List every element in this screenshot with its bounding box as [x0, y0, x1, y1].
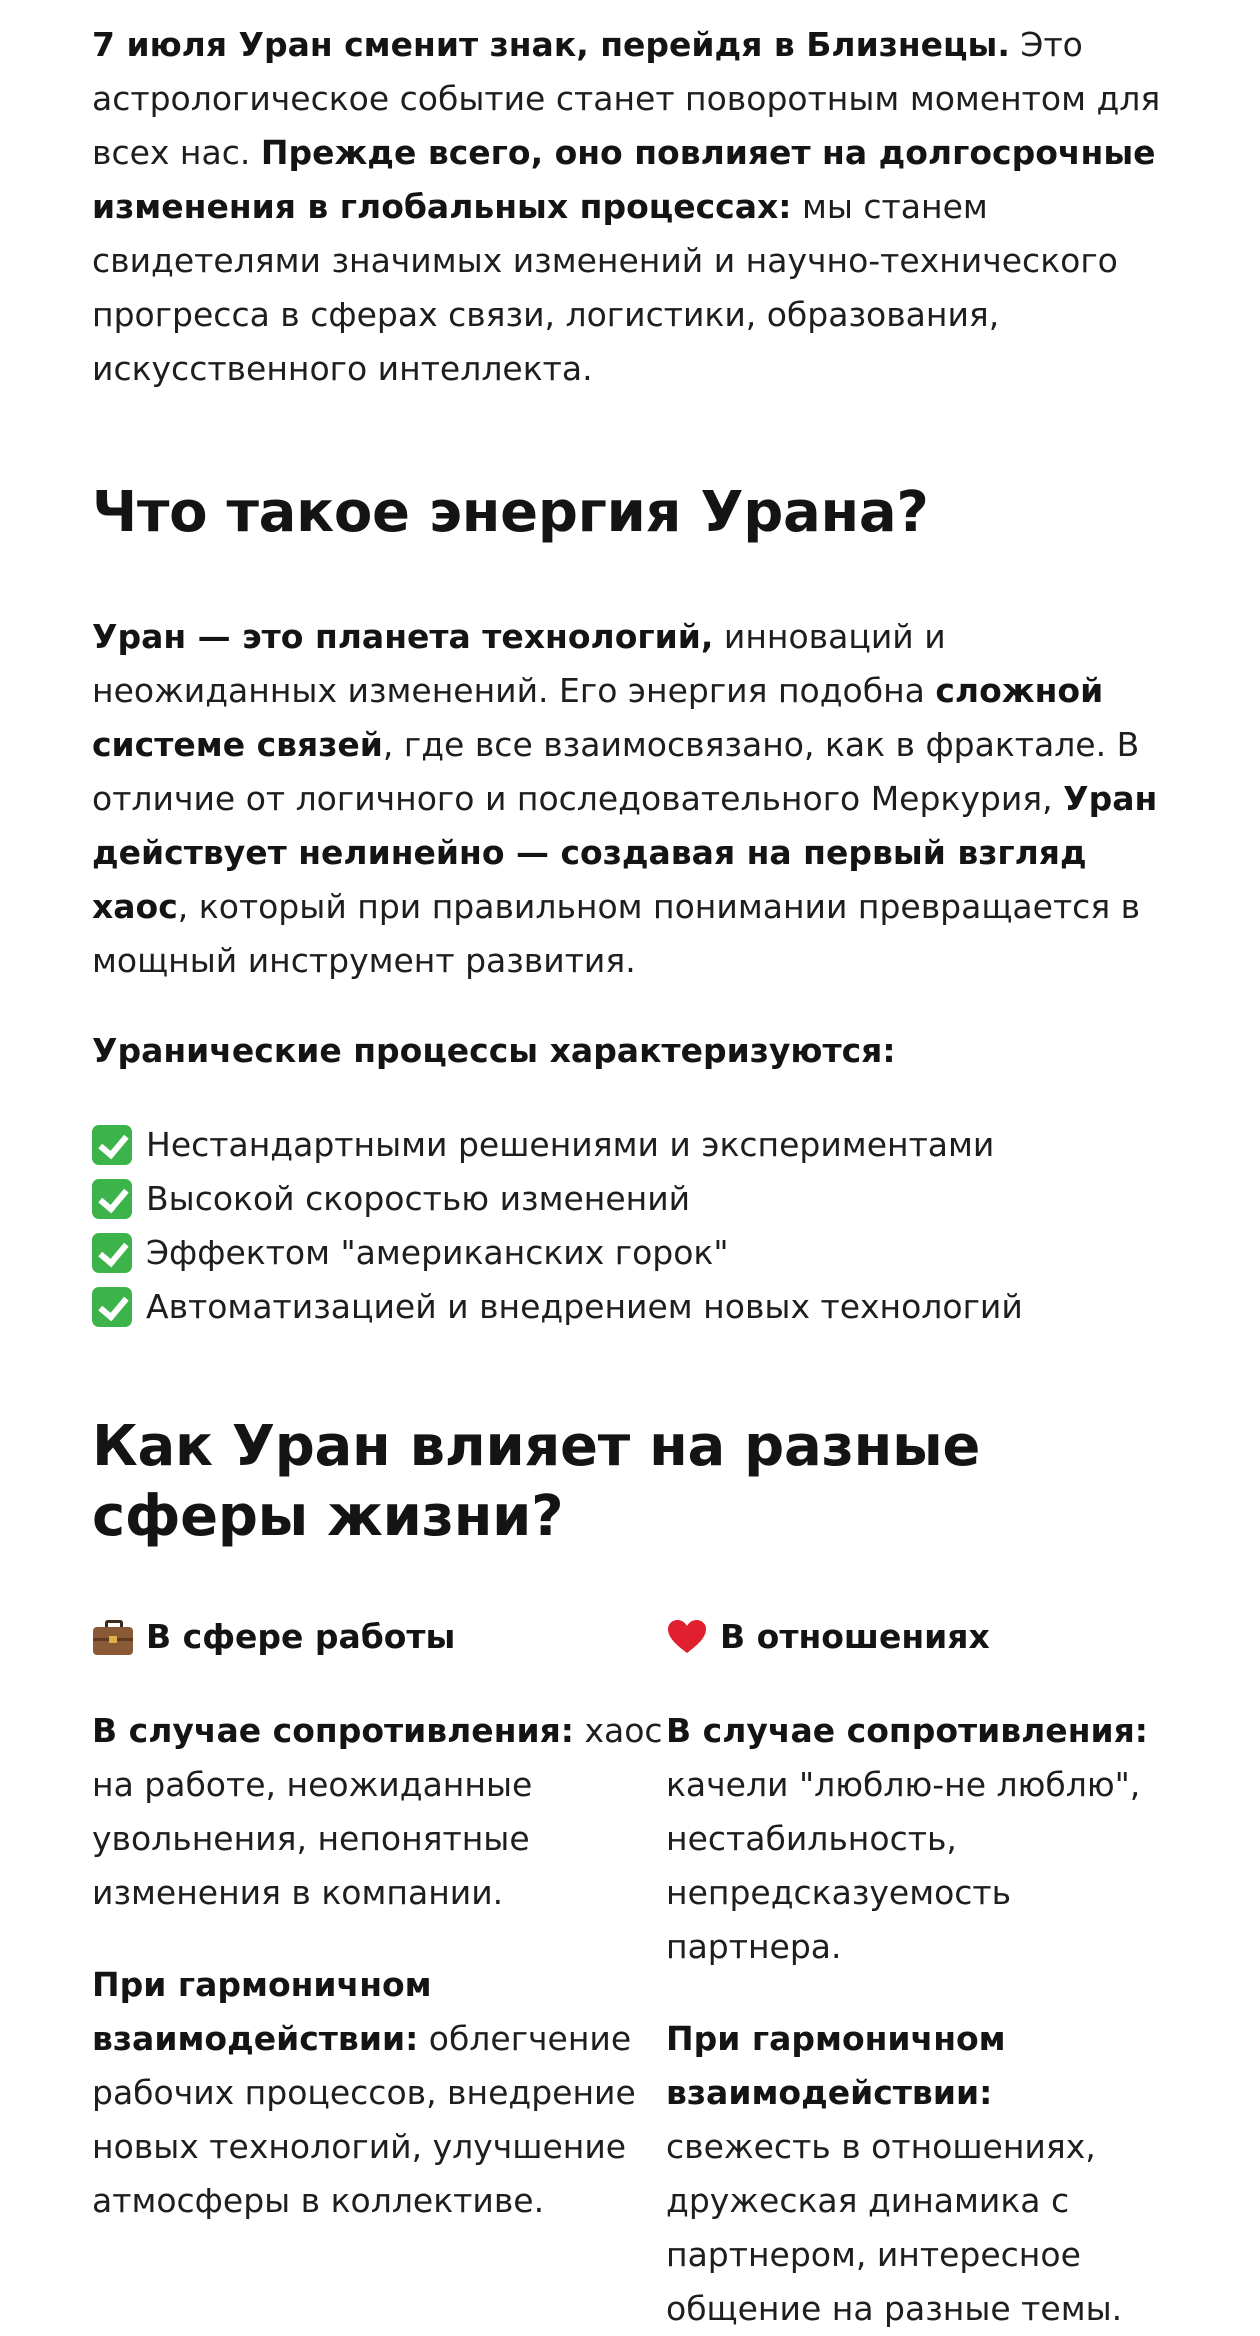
intro-bold-1: 7 июля Уран сменит знак, перейдя в Близнецы.: [92, 25, 1010, 64]
list-item: [92, 1226, 1170, 1280]
white-check-mark-icon: [92, 1125, 132, 1165]
work-resistance-label: В случае сопротивления:: [92, 1711, 574, 1750]
energy-bold-3: Уран действует нелинейно — создавая на первый взгляд хаос: [92, 779, 1158, 926]
briefcase-icon: [92, 1617, 134, 1657]
relations-resistance-text: качели "люблю-не люблю", нестабильность, непредсказуемость партнера.: [666, 1765, 1141, 1966]
work-harmony: [92, 1958, 666, 2228]
relations-harmony: [666, 2012, 1166, 2336]
work-resistance-text: хаос на работе, неожиданные увольнения, непонятные изменения в компании.: [92, 1711, 663, 1912]
work-column: [92, 1610, 666, 2336]
white-check-mark-icon: [92, 1179, 132, 1219]
intro-text-1: Это астрологическое событие станет поворотным моментом для всех нас.: [92, 25, 1161, 172]
section-heading-energy: Что такое энергия Урана?: [92, 480, 929, 545]
energy-text-1: инноваций и неожиданных изменений. Его энергия подобна: [92, 617, 946, 710]
list-item-text: Нестандартными решениями и экспериментами: [146, 1125, 995, 1164]
list-item-text: Автоматизацией и внедрением новых технологий: [146, 1287, 1023, 1326]
work-resistance: [92, 1704, 666, 1920]
list-item: [92, 1118, 1170, 1172]
section-heading-spheres: Как Уран влияет на разные сферы жизни?: [92, 1414, 981, 1549]
intro-bold-2: Прежде всего, оно повлияет на долгосрочные изменения в глобальных процессах:: [92, 133, 1156, 226]
relations-harmony-text: свежесть в отношениях, дружеская динамика с партнером, интересное общение на разные темы.: [666, 2127, 1123, 2328]
energy-paragraph: [92, 610, 1170, 988]
relations-heading: [666, 1610, 1166, 1664]
spheres-columns: [92, 1610, 1170, 2336]
energy-bold-2: сложной системе связей: [92, 671, 1104, 764]
intro-text-2: мы станем свидетелями значимых изменений и научно-технического прогресса в сферах связи, логистики, образования, искусственного интеллекта.: [92, 187, 1118, 388]
work-title: В сфере работы: [146, 1617, 456, 1656]
list-item-text: Высокой скоростью изменений: [146, 1179, 691, 1218]
red-heart-icon: [666, 1617, 708, 1657]
work-harmony-text: облегчение рабочих процессов, внедрение новых технологий, улучшение атмосферы в коллективе.: [92, 2019, 636, 2220]
list-item: [92, 1280, 1170, 1334]
relations-column: [666, 1610, 1166, 2336]
white-check-mark-icon: [92, 1287, 132, 1327]
relations-resistance: [666, 1704, 1166, 1974]
list-item-text: Эффектом "американских горок": [146, 1233, 729, 1272]
list-item: [92, 1172, 1170, 1226]
processes-title: Уранические процессы характеризуются:: [92, 1031, 896, 1070]
intro-paragraph: [92, 18, 1170, 396]
relations-title: В отношениях: [720, 1617, 990, 1656]
relations-harmony-label: При гармоничном взаимодействии:: [666, 2019, 1006, 2112]
white-check-mark-icon: [92, 1233, 132, 1273]
energy-text-2: , где все взаимосвязано, как в фрактале. В отличие от логичного и последовательного Меркурия,: [92, 725, 1140, 818]
relations-resistance-label: В случае сопротивления:: [666, 1711, 1148, 1750]
energy-text-3: , который при правильном понимании превращается в мощный инструмент развития.: [92, 887, 1141, 980]
processes-list: [92, 1118, 1170, 1334]
work-harmony-label: При гармоничном взаимодействии:: [92, 1965, 432, 2058]
energy-bold-1: Уран — это планета технологий,: [92, 617, 714, 656]
work-heading: [92, 1610, 666, 1664]
